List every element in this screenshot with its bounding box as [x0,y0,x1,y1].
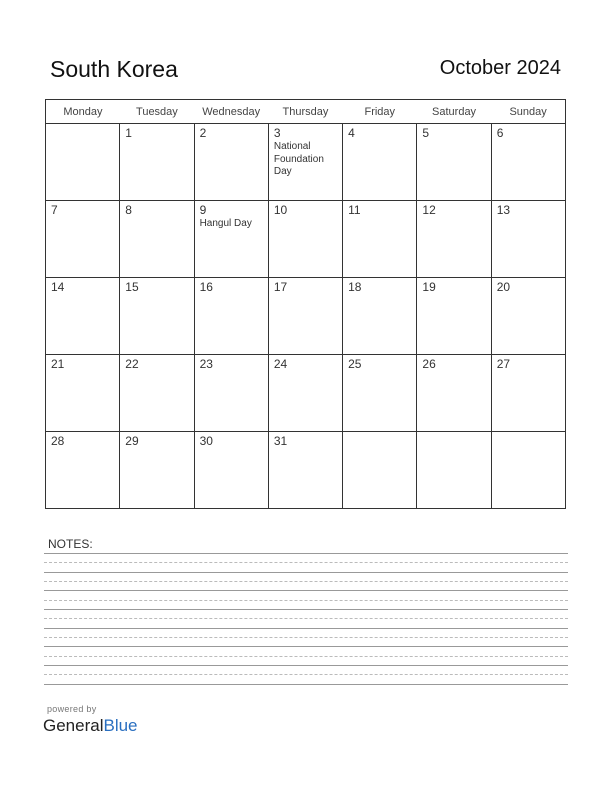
day-cell [491,355,565,432]
weekday-friday: Friday [343,100,417,124]
day-cell [491,278,565,355]
day-number: 26 [422,357,436,371]
day-cell [343,432,417,509]
day-number: 6 [496,126,504,140]
holiday-label: National Foundation Day [273,141,324,177]
brand-logo [43,716,138,736]
week-row-2 [46,201,566,278]
day-number: 9 [199,203,207,217]
day-number: 8 [125,203,132,217]
day-number: 3 [273,126,281,140]
day-number: 12 [422,203,436,217]
day-number: 11 [348,203,361,217]
day-cell [120,355,194,432]
day-number: 25 [348,357,362,371]
day-number: 23 [199,357,213,371]
day-cell [491,201,565,278]
powered-by-text: powered by [47,704,97,714]
day-cell [491,124,565,201]
day-number: 16 [199,280,213,294]
day-cell [417,432,491,509]
day-cell [268,278,342,355]
weekday-sunday: Sunday [491,100,565,124]
day-number [343,432,416,434]
day-cell [343,201,417,278]
brand-general: General [43,716,104,735]
day-number: 2 [199,126,207,140]
day-cell [417,355,491,432]
calendar-grid [45,99,566,509]
notes-line [44,628,568,629]
weekday-monday: Monday [46,100,120,124]
notes-line [44,562,568,563]
day-cell [268,124,342,201]
notes-line [44,646,568,647]
day-number: 29 [125,434,139,448]
week-row-4 [46,355,566,432]
day-cell [417,278,491,355]
day-number: 5 [422,126,430,140]
country-title: South Korea [50,56,178,82]
day-number: 24 [273,357,288,371]
day-cell [194,355,268,432]
day-cell [120,201,194,278]
day-cell [46,201,120,278]
day-cell [268,432,342,509]
day-cell [194,432,268,509]
day-number: 1 [125,126,132,140]
notes-line [44,553,568,554]
day-number: 17 [273,280,288,294]
day-cell [343,124,417,201]
day-cell [268,201,342,278]
day-cell [194,124,268,201]
day-cell [343,278,417,355]
weekday-tuesday: Tuesday [120,100,194,124]
day-number: 4 [348,126,355,140]
notes-line [44,656,568,657]
day-cell [120,432,194,509]
day-cell [268,355,342,432]
notes-line [44,637,568,638]
notes-line [44,572,568,573]
day-cell [343,355,417,432]
brand-blue: Blue [103,716,138,735]
month-title: October 2024 [439,57,561,79]
notes-line [44,609,568,610]
day-number: 27 [496,357,511,371]
notes-line [44,665,568,666]
holiday-label: Hangul Day [199,218,252,229]
notes-line [44,600,568,601]
day-cell [417,124,491,201]
day-cell [417,201,491,278]
day-number: 20 [496,280,511,294]
day-cell [491,432,565,509]
day-number [417,432,490,434]
day-number: 15 [125,280,139,294]
day-cell [194,201,268,278]
week-row-5 [46,432,566,509]
day-number: 18 [348,280,362,294]
weekday-thursday: Thursday [268,100,342,124]
notes-line [44,581,568,582]
day-number: 21 [51,357,65,371]
notes-line [44,618,568,619]
day-number [46,124,119,126]
day-cell [46,278,120,355]
day-number: 28 [51,434,65,448]
day-number: 22 [125,357,139,371]
day-number: 7 [51,203,58,217]
day-cell [46,124,120,201]
day-number: 13 [496,203,511,217]
notes-line [44,674,568,675]
day-number: 14 [51,280,65,294]
weekday-saturday: Saturday [417,100,491,124]
notes-label: NOTES: [48,537,93,551]
notes-line [44,590,568,591]
day-cell [46,355,120,432]
notes-line [44,684,568,685]
day-cell [46,432,120,509]
week-row-3 [46,278,566,355]
day-number: 31 [273,434,288,448]
week-row-1 [46,124,566,201]
day-number: 10 [273,203,288,217]
day-number: 19 [422,280,436,294]
day-cell [194,278,268,355]
day-number [492,432,565,434]
day-number: 30 [199,434,213,448]
weekday-wednesday: Wednesday [194,100,268,124]
weekday-header-row [46,100,566,124]
day-cell [120,124,194,201]
day-cell [120,278,194,355]
